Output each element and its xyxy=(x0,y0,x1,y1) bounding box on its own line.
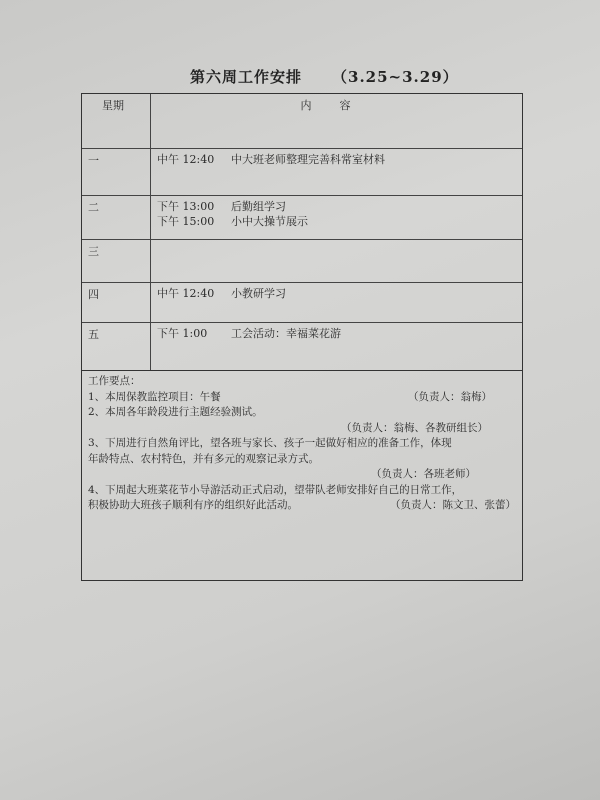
document-title xyxy=(190,66,459,87)
schedule-item xyxy=(157,286,522,301)
day-cell: 一 xyxy=(82,149,151,195)
table-row xyxy=(82,149,522,196)
note-responsible: （负责人：陈文卫、张蕾） xyxy=(390,499,516,511)
note-item xyxy=(88,498,516,514)
note-responsible: （负责人：各班老师） xyxy=(371,468,476,480)
item-time: 下午 13:00 xyxy=(157,200,215,213)
content-cell xyxy=(151,240,522,282)
day-cell: 三 xyxy=(82,240,151,282)
item-text: 中大班老师整理完善科常室材料 xyxy=(231,153,385,166)
content-cell xyxy=(151,196,522,239)
note-text: 年龄特点、农村特色，并有多元的观察记录方式。 xyxy=(88,452,319,465)
header-content: 内容 xyxy=(300,99,379,112)
item-text: 小中大操节展示 xyxy=(231,215,308,228)
table-row xyxy=(82,283,522,323)
schedule-item xyxy=(157,214,522,229)
title-text: 第六周工作安排 xyxy=(190,68,303,86)
table-row xyxy=(82,240,522,283)
content-cell xyxy=(151,149,522,195)
item-time: 中午 12:40 xyxy=(157,153,215,166)
item-text: 后勤组学习 xyxy=(231,200,286,213)
day-cell: 四 xyxy=(82,283,151,322)
notes-heading: 工作要点： xyxy=(88,375,141,387)
work-notes xyxy=(81,371,523,581)
note-item xyxy=(88,390,516,406)
note-responsible: （负责人：翁梅、各教研组长） xyxy=(341,421,488,434)
content-cell xyxy=(151,323,522,370)
note-text: 2、本周各年龄段进行主题经验测试。 xyxy=(88,406,263,418)
item-time: 中午 12:40 xyxy=(157,287,215,300)
item-text: 工会活动：幸福菜花游 xyxy=(231,327,341,340)
table-row xyxy=(82,196,522,240)
note-text: 4、下周起大班菜花节小导游活动正式启动，望带队老师安排好自己的日常工作， xyxy=(88,483,463,496)
schedule-item xyxy=(157,199,522,214)
table-row xyxy=(82,323,522,370)
date-range: （3.25~3.29） xyxy=(332,68,459,86)
header-day: 星期 xyxy=(82,94,151,148)
content-cell xyxy=(151,283,522,322)
schedule-item xyxy=(157,326,522,341)
day-cell: 五 xyxy=(82,323,151,370)
table-header-row xyxy=(82,94,522,149)
schedule-table xyxy=(81,93,523,371)
item-time: 下午 1:00 xyxy=(157,327,208,340)
item-text: 小教研学习 xyxy=(231,287,286,300)
note-text: 1、本周保教监控项目：午餐 xyxy=(88,390,221,403)
day-cell: 二 xyxy=(82,196,151,239)
note-responsible: （负责人：翁梅） xyxy=(408,390,492,403)
note-text: 3、下周进行自然角评比，望各班与家长、孩子一起做好相应的准备工作，体现 xyxy=(88,437,452,449)
item-time: 下午 15:00 xyxy=(157,215,215,228)
schedule-item xyxy=(157,152,522,167)
note-text: 积极协助大班孩子顺利有序的组织好此活动。 xyxy=(88,499,298,511)
